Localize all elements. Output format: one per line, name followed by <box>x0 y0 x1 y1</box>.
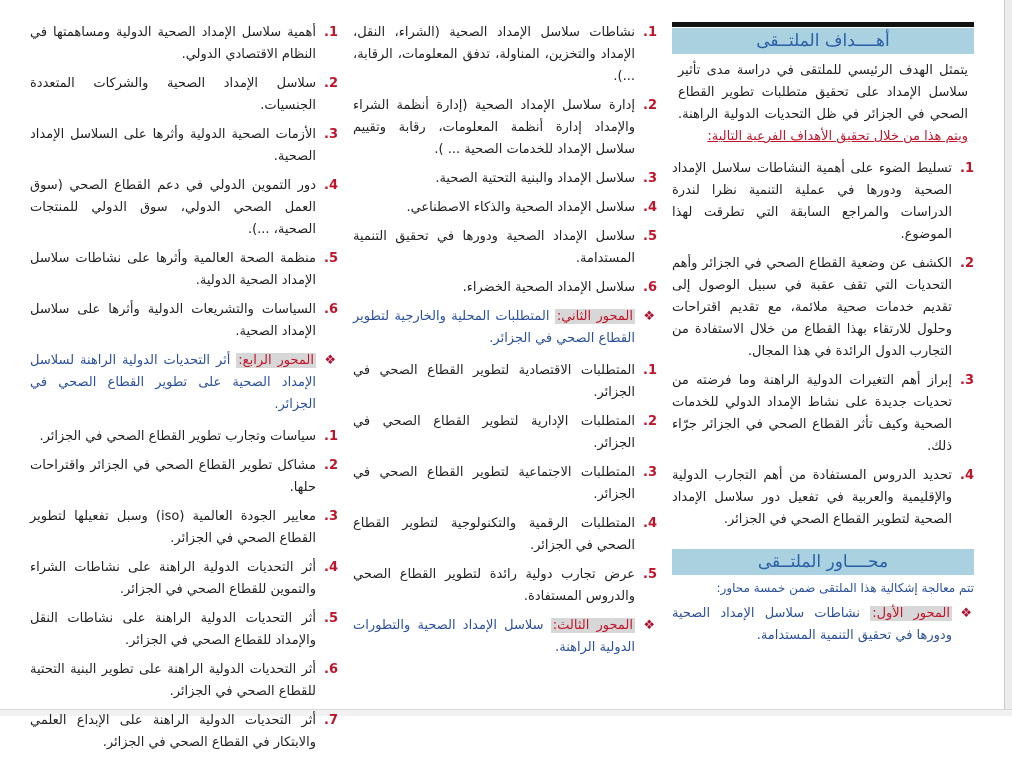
axis-4 <box>30 350 338 416</box>
list-item: 4. دور التموين الدولي في دعم القطاع الصحي (سوق العمل الصحي الدولي، سوق الدولي للمنتجات الصحية، ...). <box>30 178 338 237</box>
middle-column <box>353 22 657 669</box>
right-column <box>672 22 974 657</box>
axis-text: نشاطات سلاسل الإمداد الصحية ودورها في تحقيق التنمية المستدامة. <box>672 606 952 643</box>
list-item: 5. عرض تجارب دولية رائدة لتطوير القطاع الصحي والدروس المستفادة. <box>353 567 657 604</box>
axis4-items-list <box>30 426 338 754</box>
goals-list <box>672 158 974 531</box>
list-item: 2. سلاسل الإمداد الصحية والشركات المتعددة الجنسيات. <box>30 76 338 113</box>
list-item: 3. إبراز أهم التغيرات الدولية الراهنة وما فرضته من تحديات جديدة على نشاط الإمداد الدولي للخدمات الصحية وكيف تأثر القطاع الصحي في الجزائر جرّاء ذلك. <box>672 373 974 454</box>
sub-goals-line: ويتم هذا من خلال تحقيق الأهداف الفرعية التالية: <box>707 129 968 144</box>
list-item: 1. تسليط الضوء على أهمية النشاطات سلاسل الإمداد الصحية ودورها في عملية التنمية نظرا لندرة الدراسات والمراجع السابقة التي تطرقت لهذا الموضوع. <box>672 161 974 242</box>
list-item: 5. أثر التحديات الدولية الراهنة على نشاطات النقل والإمداد للقطاع الصحي في الجزائر. <box>30 611 338 648</box>
axis-2 <box>353 306 657 350</box>
axis2-items-list <box>353 360 657 608</box>
list-item: 1. نشاطات سلاسل الإمداد الصحية (الشراء، النقل، الإمداد والتخزين، المناولة، تدفق المعلومات، الرقابة، ...). <box>353 25 657 84</box>
goals-intro <box>672 54 974 148</box>
diamond-bullet-icon: ❖ <box>643 618 655 633</box>
list-item: 1. المتطلبات الاقتصادية لتطوير القطاع الصحي في الجزائر. <box>353 363 657 400</box>
axis3-items-list <box>30 22 338 343</box>
window-right-edge <box>1004 0 1012 716</box>
axis-text: أثر التحديات الدولية الراهنة لسلاسل الإمداد الصحية على تطوير القطاع الصحي في الجزائر. <box>30 353 316 412</box>
axis-text: سلاسل الإمداد الصحية والتطورات الدولية الراهنة. <box>353 618 635 655</box>
list-item: 6. أثر التحديات الدولية الراهنة على تطوير البنية التحتية للقطاع الصحي في الجزائر. <box>30 662 338 699</box>
list-item: 1. أهمية سلاسل الإمداد الصحية الدولية ومساهمتها في النظام الاقتصادي الدولي. <box>30 25 338 62</box>
list-item: 4. أثر التحديات الدولية الراهنة على نشاطات الشراء والتموين للقطاع الصحي في الجزائر. <box>30 560 338 597</box>
axes-heading: محــــاور الملتــقى <box>672 549 974 575</box>
list-item: 3. المتطلبات الاجتماعية لتطوير القطاع الصحي في الجزائر. <box>353 465 657 502</box>
list-item: 2. المتطلبات الإدارية لتطوير القطاع الصحي في الجزائر. <box>353 414 657 451</box>
axis-tag: المحور الأول: <box>872 606 950 621</box>
list-item: 5. منظمة الصحة العالمية وأثرها على نشاطات سلاسل الإمداد الصحية الدولية. <box>30 251 338 288</box>
diamond-bullet-icon: ❖ <box>643 309 655 324</box>
list-item: 3. سلاسل الإمداد والبنية التحتية الصحية. <box>435 171 657 186</box>
list-item: 2. إدارة سلاسل الإمداد الصحية (إدارة أنظمة الشراء والإمداد إدارة أنظمة المعلومات، رقابة وتقييم سلاسل الإمداد للخدمات الصحية ... ). <box>353 98 657 157</box>
axis-tag: المحور الثاني: <box>556 309 634 324</box>
intro-text: يتمثل الهدف الرئيسي للملتقى في دراسة مدى تأثير سلاسل الإمداد على تحقيق متطلبات تطوير القطاع الصحي في الجزائر في ظل التحديات الدولية الراهنة. <box>678 63 968 122</box>
list-item: 7. أثر التحديات الدولية الراهنة على الإبداع العلمي والابتكار في القطاع الصحي في الجزائر. <box>30 713 338 750</box>
goals-heading: أهــــداف الملتــقى <box>672 28 974 54</box>
list-item: 1. سياسات وتجارب تطوير القطاع الصحي في الجزائر. <box>39 429 338 444</box>
left-column <box>30 22 338 761</box>
axis-tag: المحور الرابع: <box>238 353 314 368</box>
axis-text: المتطلبات المحلية والخارجية لتطوير القطاع الصحي في الجزائر. <box>353 309 635 346</box>
diamond-bullet-icon: ❖ <box>324 353 336 368</box>
list-item: 4. المتطلبات الرقمية والتكنولوجية لتطوير القطاع الصحي في الجزائر. <box>353 516 657 553</box>
axis-1 <box>672 603 974 647</box>
axis-3 <box>353 615 657 659</box>
list-item: 4. تحديد الدروس المستفادة من أهم التجارب الدولية والإقليمية والعربية في تفعيل دور سلاسل الإمداد الصحية لتطوير القطاع الصحي في الجزائر. <box>672 468 974 527</box>
axes-intro: تتم معالجة إشكالية هذا الملتقى ضمن خمسة محاور: <box>716 581 974 595</box>
axis-tag: المحور الثالث: <box>552 618 633 633</box>
list-item: 3. الأزمات الصحية الدولية وأثرها على السلاسل الإمداد الصحية. <box>30 127 338 164</box>
list-item: 2. الكشف عن وضعية القطاع الصحي في الجزائر وأهم التحديات التي تقف عقبة في سبيل الوصول إلى تقديم خدمات صحية ملائمة، مع تقديم اقتراحات وحلول للارتقاء بهذا القطاع من خلال الاستفادة من التجارب الدول الرائدة في هذا المجال. <box>672 256 974 359</box>
list-item: 5. سلاسل الإمداد الصحية ودورها في تحقيق التنمية المستدامة. <box>353 229 657 266</box>
top-rule <box>672 22 974 27</box>
list-item: 2. مشاكل تطوير القطاع الصحي في الجزائر واقتراحات حلها. <box>30 458 338 495</box>
list-item: 3. معايير الجودة العالمية (iso) وسبل تفعيلها لتطوير القطاع الصحي في الجزائر. <box>30 509 338 546</box>
axis1-items-list <box>353 22 657 299</box>
list-item: 6. سلاسل الإمداد الصحية الخضراء. <box>462 280 657 295</box>
list-item: 6. السياسات والتشريعات الدولية وأثرها على سلاسل الإمداد الصحية. <box>30 302 338 339</box>
diamond-bullet-icon: ❖ <box>960 606 972 621</box>
list-item: 4. سلاسل الإمداد الصحية والذكاء الاصطناعي. <box>406 200 657 215</box>
